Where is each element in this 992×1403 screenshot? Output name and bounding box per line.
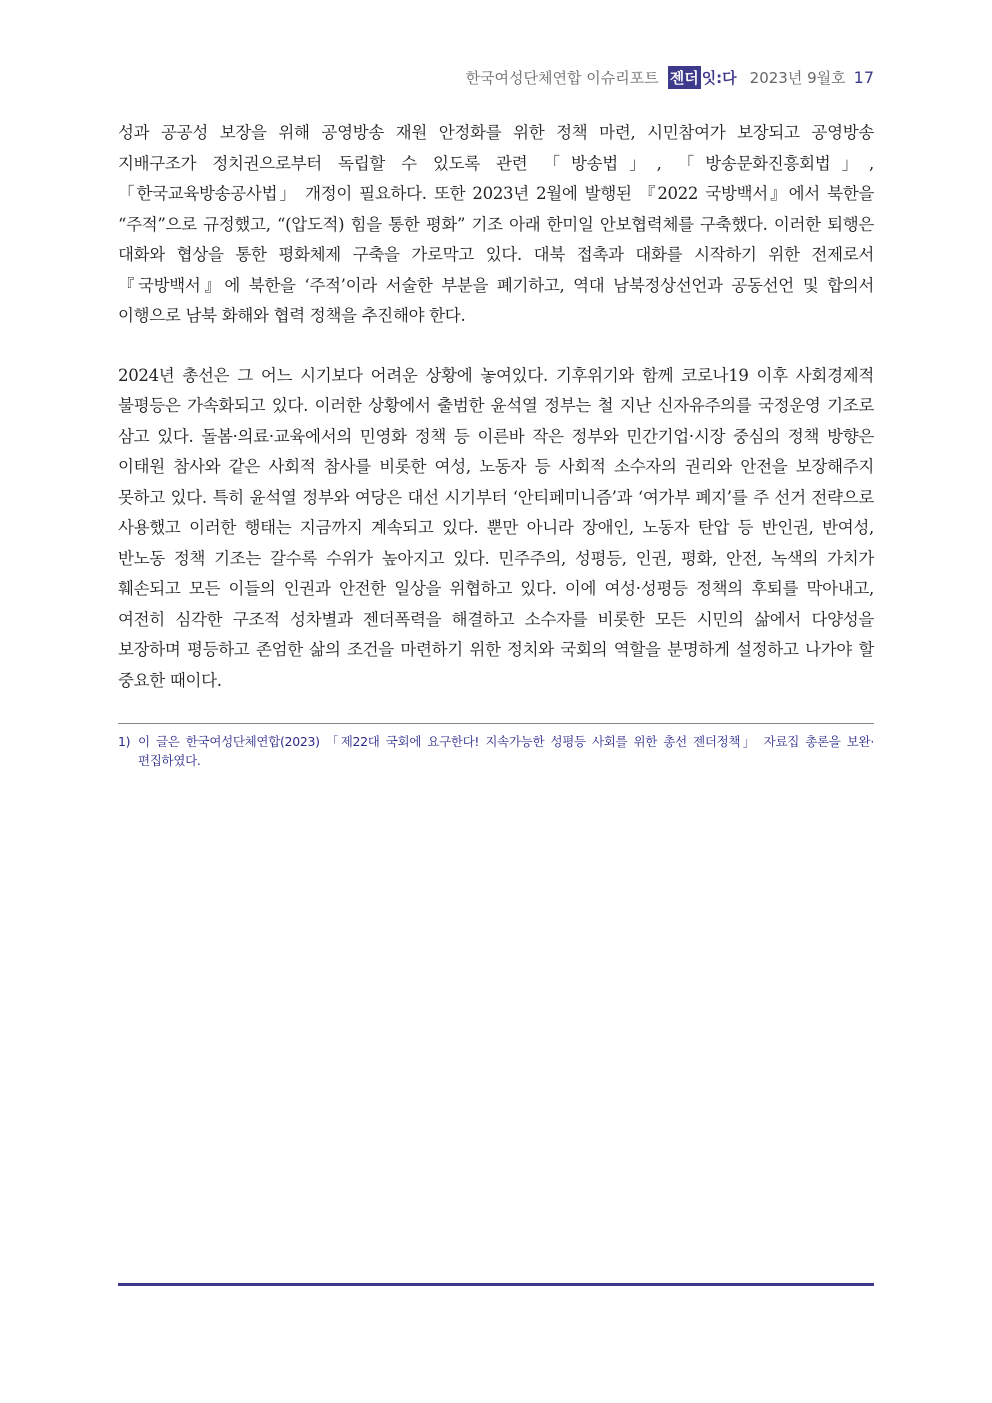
- header-brand-logo: [668, 66, 738, 89]
- running-header: [466, 66, 874, 89]
- footer-divider: [118, 1283, 874, 1286]
- footnote: [118, 732, 874, 770]
- footnote-marker: 1): [118, 734, 131, 749]
- brand-logo-part1: 젠더: [668, 66, 701, 89]
- header-issue-date: 2023년 9월호: [749, 69, 846, 87]
- brand-logo-part2: 잇:다: [701, 69, 737, 87]
- body-paragraph-1: 성과 공공성 보장을 위해 공영방송 재원 안정화를 위한 정책 마련, 시민참여가 보장되고 공영방송 지배구조가 정치권으로부터 독립할 수 있도록 관련 「방송법」, 「방송문화진흥회법」, 「한국교육방송공사법」 개정이 필요하다. 또한 2023년 2월에 발행된 『2022 국방백서』에서 북한을 “주적”으로 규정했고, “(압도적) 힘을 통한 평화” 기조 아래 한미일 안보협력체를 구축했다. 이러한 퇴행은 대화와 협상을 통한 평화체제 구축을 가로막고 있다. 대북 접촉과 대화를 시작하기 위한 전제로서 『국방백서』에 북한을 ‘주적’이라 서술한 부분을 폐기하고, 역대 남북정상선언과 공동선언 및 합의서 이행으로 남북 화해와 협력 정책을 추진해야 한다.: [118, 123, 874, 325]
- header-org-title: 한국여성단체연합 이슈리포트: [465, 69, 659, 87]
- page-number: 17: [853, 68, 874, 87]
- body-paragraph-2: 2024년 총선은 그 어느 시기보다 어려운 상황에 놓여있다. 기후위기와 함께 코로나19 이후 사회경제적 불평등은 가속화되고 있다. 이러한 상황에서 출범한 윤석열 정부는 철 지난 신자유주의를 국정운영 기조로 삼고 있다. 돌봄·의료·교육에서의 민영화 정책 등 이른바 작은 정부와 민간기업·시장 중심의 정책 방향은 이태원 참사와 같은 사회적 참사를 비롯한 여성, 노동자 등 사회적 소수자의 권리와 안전을 보장해주지 못하고 있다. 특히 윤석열 정부와 여당은 대선 시기부터 ‘안티페미니즘’과 ‘여가부 폐지’를 주 선거 전략으로 사용했고 이러한 행태는 지금까지 계속되고 있다. 뿐만 아니라 장애인, 노동자 탄압 등 반인권, 반여성, 반노동 정책 기조는 갈수록 수위가 높아지고 있다. 민주주의, 성평등, 인권, 평화, 안전, 녹색의 가치가 훼손되고 모든 이들의 인권과 안전한 일상을 위협하고 있다. 이에 여성·성평등 정책의 후퇴를 막아내고, 여전히 심각한 구조적 성차별과 젠더폭력을 해결하고 소수자를 비롯한 모든 시민의 삶에서 다양성을 보장하며 평등하고 존엄한 삶의 조건을 마련하기 위한 정치와 국회의 역할을 분명하게 설정하고 나가야 할 중요한 때이다.: [118, 365, 874, 690]
- body-content: [118, 118, 874, 696]
- footnote-text: 이 글은 한국여성단체연합(2023) 「제22대 국회에 요구한다! 지속가능한 성평등 사회를 위한 총선 젠더정책」 자료집 총론을 보완·편집하였다.: [138, 734, 874, 768]
- footnote-divider: [118, 723, 874, 724]
